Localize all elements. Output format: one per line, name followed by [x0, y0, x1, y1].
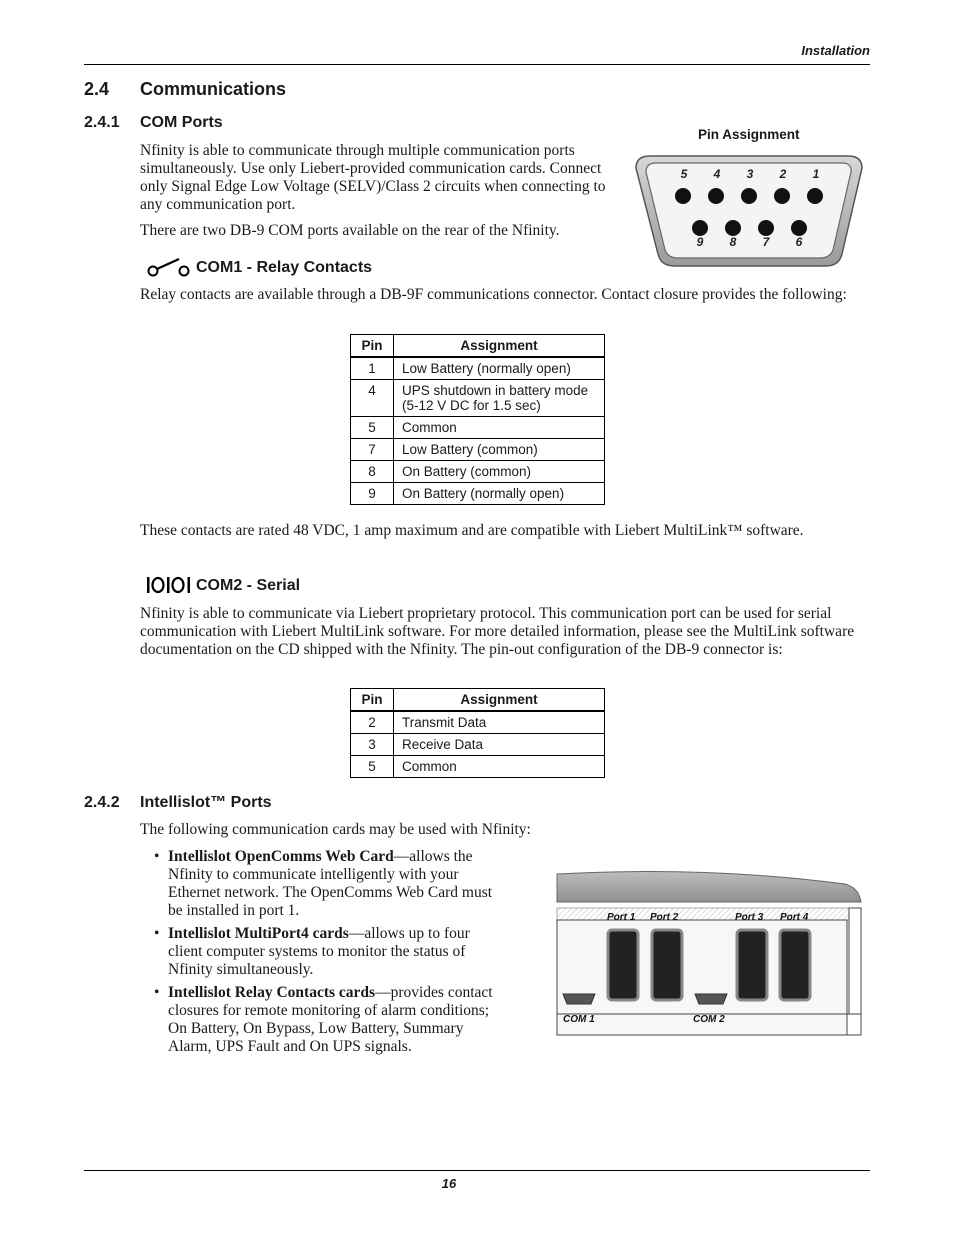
port-label: Port 2	[650, 912, 679, 923]
header-rule	[84, 64, 870, 65]
assignment-cell: Receive Data	[394, 734, 605, 756]
com-label: COM 1	[563, 1014, 595, 1025]
assignment-cell: Low Battery (normally open)	[394, 357, 605, 380]
pin-label-top: 2	[779, 167, 787, 181]
pin-hole-5	[675, 188, 691, 204]
pin-hole-3	[741, 188, 757, 204]
com2-pin-table	[350, 688, 605, 778]
table-header-assignment: Assignment	[394, 689, 605, 712]
pin-cell: 5	[351, 417, 394, 439]
table-row	[351, 711, 605, 734]
section-2-4-2-number: 2.4.2	[84, 794, 120, 811]
bullet-dot: •	[154, 848, 160, 865]
section-2-4-2-title: Intellislot™ Ports	[140, 794, 272, 811]
rear-panel-figure	[555, 868, 865, 1038]
pin-label-top: 5	[680, 167, 688, 181]
pin-hole-4	[708, 188, 724, 204]
table-row	[351, 439, 605, 461]
assignment-cell: Common	[394, 756, 605, 778]
table-header-pin: Pin	[351, 335, 394, 358]
serial-ioio-icon	[146, 576, 192, 594]
table-row	[351, 417, 605, 439]
assignment-cell: Low Battery (common)	[394, 439, 605, 461]
pin-label-bottom: 8	[729, 235, 737, 249]
port-label: Port 4	[780, 912, 809, 923]
pin-hole-2	[774, 188, 790, 204]
com1-pin-table	[350, 334, 605, 505]
port-slot-4	[780, 930, 810, 1000]
pin-label-top: 3	[746, 167, 754, 181]
pin-hole-7	[758, 220, 774, 236]
card-name: Intellislot OpenComms Web Card	[168, 848, 394, 865]
table-row	[351, 734, 605, 756]
card-description: —allows the Nfinity to communicate intelligently with your Ethernet network. The OpenComms Web Card must be installed in port 1.	[168, 848, 493, 919]
section-2-4-title: Communications	[140, 79, 287, 99]
bullet-dot: •	[154, 984, 160, 1001]
com-label: COM 2	[693, 1014, 725, 1025]
pin-label-top: 4	[713, 167, 721, 181]
intellislot-card-list	[150, 848, 502, 1061]
com-ports-paragraph-1: Nfinity is able to communicate through multiple communication ports simultaneously. Use only Liebert-provided communication cards. Connect only Signal Edge Low Voltage (SELV)/Class 2 circuits when connecting to any communication port.	[140, 142, 606, 213]
assignment-cell: Common	[394, 417, 605, 439]
pin-label-bottom: 6	[795, 235, 803, 249]
card-name: Intellislot MultiPort4 cards	[168, 925, 349, 942]
port-slot-3	[737, 930, 767, 1000]
pin-cell: 4	[351, 380, 394, 417]
page-number: 16	[441, 1176, 457, 1191]
pin-cell: 9	[351, 483, 394, 505]
running-header: Installation	[801, 43, 870, 58]
section-2-4-number: 2.4	[84, 79, 110, 99]
section-2-4-1-number: 2.4.1	[84, 114, 120, 131]
port-slot-2	[652, 930, 682, 1000]
table-row	[351, 483, 605, 505]
db9-connector-figure	[630, 150, 868, 272]
com1-rating-note: These contacts are rated 48 VDC, 1 amp maximum and are compatible with Liebert MultiLink™ software.	[140, 522, 804, 539]
pin-hole-9	[692, 220, 708, 236]
pin-hole-6	[791, 220, 807, 236]
pin-cell: 5	[351, 756, 394, 778]
assignment-cell: On Battery (common)	[394, 461, 605, 483]
pin-hole-1	[807, 188, 823, 204]
pin-cell: 3	[351, 734, 394, 756]
pin-cell: 8	[351, 461, 394, 483]
panel-side-edge	[847, 908, 861, 1035]
com1-title: COM1 - Relay Contacts	[196, 259, 373, 276]
pin-cell: 1	[351, 357, 394, 380]
footer-rule	[84, 1170, 870, 1171]
com1-intro: Relay contacts are available through a DB-9F communications connector. Contact closure provides the following:	[140, 286, 847, 303]
pin-label-bottom: 9	[696, 235, 704, 249]
port-label: Port 3	[735, 912, 764, 923]
table-row	[351, 380, 605, 417]
assignment-cell: On Battery (normally open)	[394, 483, 605, 505]
table-header-pin: Pin	[351, 689, 394, 712]
table-header-assignment: Assignment	[394, 335, 605, 358]
port-slot-1	[608, 930, 638, 1000]
list-item	[150, 925, 502, 979]
assignment-cell: Transmit Data	[394, 711, 605, 734]
section-2-4-1-title: COM Ports	[140, 114, 223, 131]
com1-connector	[563, 994, 595, 1004]
table-row	[351, 461, 605, 483]
card-description: —allows up to four client computer systems to monitor the status of Nfinity simultaneously.	[168, 925, 470, 978]
table-row	[351, 357, 605, 380]
table-row	[351, 756, 605, 778]
pin-assignment-title: Pin Assignment	[698, 127, 800, 142]
pin-label-top: 1	[812, 167, 820, 181]
port-label: Port 1	[607, 912, 636, 923]
panel-top-cover	[557, 872, 861, 902]
com2-title: COM2 - Serial	[196, 577, 301, 594]
relay-switch-icon	[146, 256, 192, 278]
pin-hole-8	[725, 220, 741, 236]
com2-intro: Nfinity is able to communicate via Liebert proprietary protocol. This communication port can be used for serial communication with Liebert MultiLink software. For more detailed information, please see the MultiLink software documentation on the CD shipped with the Nfinity. The pin-out configuration of the DB-9 connector is:	[140, 605, 855, 658]
assignment-cell: UPS shutdown in battery mode (5-12 V DC for 1.5 sec)	[394, 380, 605, 417]
list-item	[150, 984, 502, 1056]
pin-label-bottom: 7	[762, 235, 770, 249]
list-item	[150, 848, 502, 920]
com2-connector	[695, 994, 727, 1004]
com-ports-paragraph-2: There are two DB-9 COM ports available on the rear of the Nfinity.	[140, 222, 560, 239]
pin-cell: 7	[351, 439, 394, 461]
intellislot-intro: The following communication cards may be used with Nfinity:	[140, 821, 531, 838]
bullet-dot: •	[154, 925, 160, 942]
card-name: Intellislot Relay Contacts cards	[168, 984, 376, 1001]
pin-cell: 2	[351, 711, 394, 734]
card-description: —provides contact closures for remote monitoring of alarm conditions; On Battery, On Bypass, Low Battery, Summary Alarm, UPS Fault and On UPS signals.	[168, 984, 493, 1055]
